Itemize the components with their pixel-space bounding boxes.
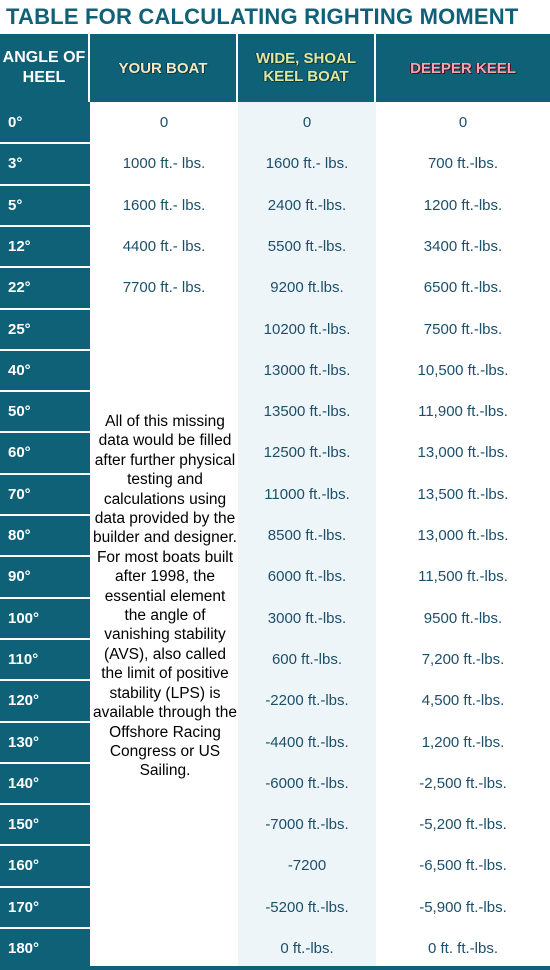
angle-cell: 3°	[8, 155, 23, 173]
angle-cell: 90°	[8, 568, 31, 586]
deeper-keel-cell: 7500 ft.-lbs.	[423, 320, 503, 338]
header-wide-shoal-keel-boat: WIDE, SHOAL KEEL BOAT	[238, 34, 376, 102]
angle-cell: 60°	[8, 444, 31, 462]
wide-shoal-cell: 2400 ft.-lbs.	[267, 196, 347, 214]
wide-shoal-cell: 8500 ft.-lbs.	[267, 527, 347, 544]
angle-cell: 0°	[8, 114, 23, 131]
angle-cell: 170°	[8, 898, 40, 916]
wide-shoal-cell: -7000 ft.-lbs.	[265, 816, 349, 834]
your-boat-cell: 1000 ft.- lbs.	[122, 155, 206, 173]
angle-cell: 120°	[8, 692, 40, 710]
wide-shoal-cell: 0	[302, 114, 312, 131]
your-boat-cell	[90, 309, 238, 350]
wide-shoal-cell: 12500 ft.-lbs.	[263, 444, 351, 462]
wide-shoal-cell: -2200 ft.-lbs.	[265, 692, 349, 710]
wide-shoal-cell: -6000 ft.-lbs.	[265, 774, 349, 792]
your-boat-cell	[90, 350, 238, 391]
deeper-keel-cell: -5,200 ft.-lbs.	[419, 816, 507, 834]
deeper-keel-cell: 700 ft.-lbs.	[427, 155, 499, 173]
wide-shoal-cell: 1600 ft.- lbs.	[265, 155, 349, 173]
angle-cell: 22°	[8, 279, 31, 297]
deeper-keel-cell: 11,500 ft.-lbs.	[418, 568, 508, 586]
wide-shoal-cell: 11000 ft.-lbs.	[264, 485, 350, 503]
deeper-keel-cell: 0	[458, 114, 468, 131]
header-your-boat: YOUR BOAT	[90, 34, 238, 102]
your-boat-cell: 0	[159, 114, 169, 131]
deeper-keel-cell: 3400 ft.-lbs.	[423, 237, 503, 255]
deeper-keel-cell: 13,500 ft.-lbs.	[417, 485, 509, 503]
angle-cell: 80°	[8, 527, 31, 544]
wide-shoal-cell: -5200 ft.-lbs.	[265, 898, 349, 916]
angle-cell: 180°	[8, 940, 40, 957]
wide-shoal-cell: 13500 ft.-lbs.	[263, 403, 351, 421]
your-boat-cell	[90, 804, 238, 845]
deeper-keel-cell: 13,000 ft.-lbs.	[417, 527, 509, 544]
wide-shoal-cell: 0 ft.-lbs.	[280, 940, 334, 957]
your-boat-cell: 1600 ft.- lbs.	[122, 196, 206, 214]
deeper-keel-cell: 7,200 ft.-lbs.	[421, 650, 505, 668]
deeper-keel-cell: 4,500 ft.-lbs.	[421, 692, 505, 710]
your-boat-cell: 7700 ft.- lbs.	[122, 279, 206, 297]
wide-shoal-cell: -7200	[287, 857, 327, 875]
angle-cell: 100°	[8, 609, 40, 627]
wide-shoal-cell: 3000 ft.-lbs.	[267, 609, 347, 627]
deeper-keel-cell: -6,500 ft.-lbs.	[419, 857, 507, 875]
wide-shoal-cell: 600 ft.-lbs.	[271, 650, 343, 668]
angle-cell: 160°	[8, 857, 40, 875]
deeper-keel-cell: -2,500 ft.-lbs.	[419, 774, 507, 792]
angle-cell: 130°	[8, 733, 40, 751]
deeper-keel-cell: -5,900 ft.-lbs.	[419, 898, 507, 916]
bottom-border	[0, 966, 550, 970]
deeper-keel-cell: 13,000 ft.-lbs.	[417, 444, 509, 462]
deeper-keel-cell: 1200 ft.-lbs.	[423, 196, 503, 214]
your-boat-cell: 4400 ft.- lbs.	[122, 237, 206, 255]
wide-shoal-cell: 10200 ft.-lbs.	[263, 320, 351, 338]
angle-cell: 140°	[8, 774, 40, 792]
angle-cell: 50°	[8, 403, 31, 421]
deeper-keel-cell: 0 ft. ft.-lbs.	[427, 940, 499, 957]
angle-cell: 70°	[8, 485, 31, 503]
angle-cell: 150°	[8, 816, 40, 834]
angle-cell: 12°	[8, 237, 31, 255]
angle-cell: 25°	[8, 320, 31, 338]
missing-data-note: All of this missing data would be filled after further physical testing and calculations using data provided by the builder and designer. For most boats built after 1998, the essential element the angle of vanishing stability (AVS), also called the limit of positive stability (LPS) is available through the Offshore Racing Congress or US Sailing.	[93, 413, 237, 780]
table-title: TABLE FOR CALCULATING RIGHTING MOMENT	[0, 0, 550, 34]
your-boat-cell	[90, 845, 238, 886]
angle-cell: 5°	[8, 196, 23, 214]
wide-shoal-cell: 9200 ft.lbs.	[270, 279, 344, 297]
your-boat-cell	[90, 887, 238, 928]
wide-shoal-cell: 5500 ft.-lbs.	[267, 237, 347, 255]
wide-shoal-cell: -4400 ft.-lbs.	[265, 733, 349, 751]
header-angle-of-heel: ANGLE OF HEEL	[0, 34, 90, 102]
angle-cell: 110°	[8, 650, 39, 668]
deeper-keel-cell: 1,200 ft.-lbs.	[421, 733, 505, 751]
wide-shoal-cell: 6000 ft.-lbs.	[267, 568, 347, 586]
header-deeper-keel: DEEPER KEEL	[376, 34, 550, 102]
your-boat-cell	[90, 928, 238, 969]
wide-shoal-cell: 13000 ft.-lbs.	[263, 361, 351, 379]
deeper-keel-cell: 11,900 ft.-lbs.	[418, 403, 508, 421]
deeper-keel-cell: 10,500 ft.-lbs.	[417, 361, 509, 379]
deeper-keel-cell: 6500 ft.-lbs.	[423, 279, 503, 297]
deeper-keel-cell: 9500 ft.-lbs.	[423, 609, 503, 627]
angle-cell: 40°	[8, 361, 31, 379]
